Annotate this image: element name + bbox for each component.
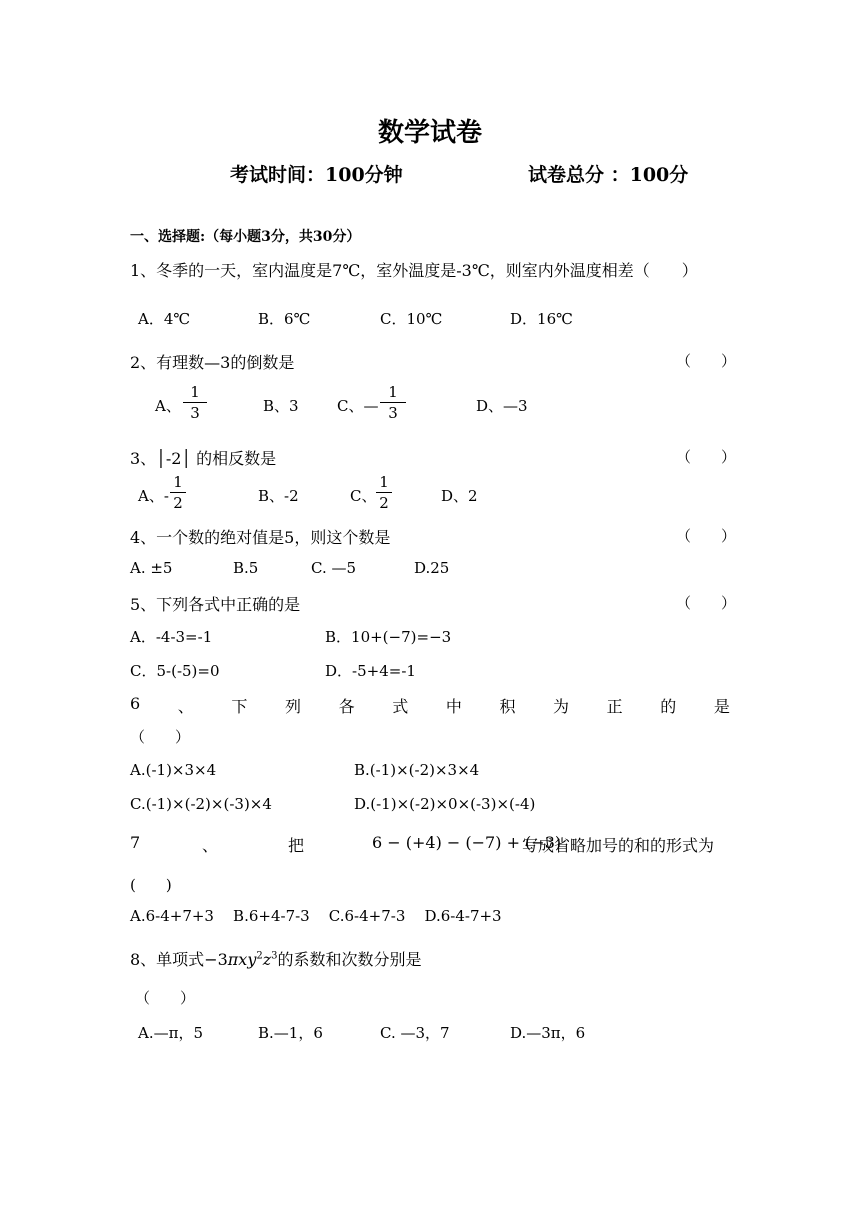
q4-option-b: B.5 [233, 559, 259, 577]
q8-option-c: C. —3，7 [380, 1024, 450, 1042]
fraction-numerator: 1 [173, 473, 183, 491]
fraction-denominator: 3 [380, 402, 406, 423]
q3-option-b: B、-2 [258, 487, 299, 505]
q8-answer-paren: （ ） [135, 989, 196, 1007]
question-8-stem [130, 947, 422, 970]
q2-option-c-prefix: C、— [337, 397, 379, 415]
stem-char: 6 [130, 694, 141, 713]
q1-option-c: C．10℃ [380, 310, 443, 328]
q3-option-c-prefix: C、 [350, 487, 377, 505]
q3-option-d: D、2 [441, 487, 478, 505]
question-3-stem: 3、│-2│ 的相反数是 [130, 449, 277, 468]
q7-expression: 6 − (+4) − (−7) + (−3) [372, 833, 562, 852]
q4-answer-paren: （ ） [676, 527, 737, 545]
fraction-numerator: 1 [190, 383, 200, 401]
q8-suffix: 的系数和次数分别是 [277, 950, 422, 969]
q2-option-d: D、—3 [476, 397, 528, 415]
fraction-numerator: 1 [379, 473, 389, 491]
stem-char: 下 [231, 697, 248, 716]
question-5-stem: 5、下列各式中正确的是 [130, 595, 301, 614]
q4-option-c: C. —5 [311, 559, 357, 577]
q8-coefficient: −3 [204, 950, 228, 969]
q1-option-d: D．16℃ [510, 310, 573, 328]
q5-answer-paren: （ ） [676, 594, 737, 612]
q2-answer-paren: （ ） [676, 352, 737, 370]
q2-option-a-prefix: A、 [155, 397, 181, 415]
stem-char: 是 [713, 697, 730, 716]
q7-word: 把 [288, 836, 305, 855]
q6-option-b: B.(-1)×(-2)×3×4 [354, 761, 480, 779]
question-6-stem [130, 694, 730, 717]
q6-option-d: D.(-1)×(-2)×0×(-3)×(-4) [354, 795, 536, 813]
q5-option-b: B．10+(−7)=−3 [325, 628, 452, 646]
stem-char: 为 [553, 697, 570, 716]
exam-time: 考试时间：100分钟 [230, 164, 403, 186]
q5-option-a: A．-4-3=-1 [130, 628, 213, 646]
fraction-denominator: 3 [183, 402, 207, 423]
stem-char: 的 [660, 697, 677, 716]
q1-option-a: A．4℃ [138, 310, 191, 328]
q6-answer-paren: （ ） [130, 728, 191, 746]
q3-option-c-fraction [376, 472, 392, 513]
pi-symbol: π [227, 950, 239, 969]
q7-number: 7 [130, 833, 141, 852]
q8-prefix: 8、单项式 [130, 950, 205, 969]
q8-option-b: B.—1，6 [258, 1024, 323, 1042]
q4-option-d: D.25 [414, 559, 450, 577]
q5-option-d: D．-5+4=-1 [325, 662, 416, 680]
q3-answer-paren: （ ） [676, 448, 737, 466]
q7-separator: 、 [202, 836, 219, 855]
stem-char: 、 [177, 697, 194, 716]
q6-option-a: A.(-1)×3×4 [130, 761, 217, 779]
q8-exp-z: 3 [271, 950, 278, 962]
fraction-denominator: 2 [376, 492, 392, 513]
q4-option-a: A. ±5 [130, 559, 173, 577]
fraction-denominator: 2 [170, 492, 186, 513]
q8-vars: xy [238, 950, 257, 969]
question-4-stem: 4、一个数的绝对值是5，则这个数是 [130, 528, 391, 547]
stem-char: 列 [285, 697, 302, 716]
stem-char: 中 [445, 697, 462, 716]
q2-option-a-fraction [183, 382, 207, 423]
q1-option-b: B．6℃ [258, 310, 311, 328]
question-1-stem: 1、冬季的一天，室内温度是7℃，室外温度是-3℃，则室内外温度相差（ ） [130, 261, 698, 280]
stem-char: 积 [499, 697, 516, 716]
stem-char: 正 [606, 697, 623, 716]
page-title: 数学试卷 [377, 118, 482, 148]
q8-exp-y: 2 [256, 950, 263, 962]
q8-option-d: D.—3π，6 [510, 1024, 586, 1042]
q7-answer-paren: ( ) [130, 876, 172, 894]
fraction-numerator: 1 [388, 383, 398, 401]
q7-options: A.6-4+7+3 B.6+4-7-3 C.6-4+7-3 D.6-4-7+3 [130, 907, 502, 925]
question-2-stem: 2、有理数—3的倒数是 [130, 353, 295, 372]
stem-char: 各 [338, 697, 355, 716]
q7-tail: 写成省略加号的和的形式为 [522, 836, 715, 855]
q2-option-b: B、3 [263, 397, 299, 415]
total-score: 试卷总分 ：100分 [528, 164, 689, 186]
q3-option-a-prefix: A、- [138, 487, 169, 505]
q8-var-z: z [262, 950, 272, 969]
q3-option-a-fraction [170, 472, 186, 513]
q6-option-c: C.(-1)×(-2)×(-3)×4 [130, 795, 272, 813]
q2-option-c-fraction [380, 382, 406, 423]
q5-option-c: C．5-(-5)=0 [130, 662, 220, 680]
q8-option-a: A.—π，5 [138, 1024, 204, 1042]
stem-char: 式 [392, 697, 409, 716]
section-heading: 一、选择题:（每小题3分，共30分） [130, 229, 361, 245]
